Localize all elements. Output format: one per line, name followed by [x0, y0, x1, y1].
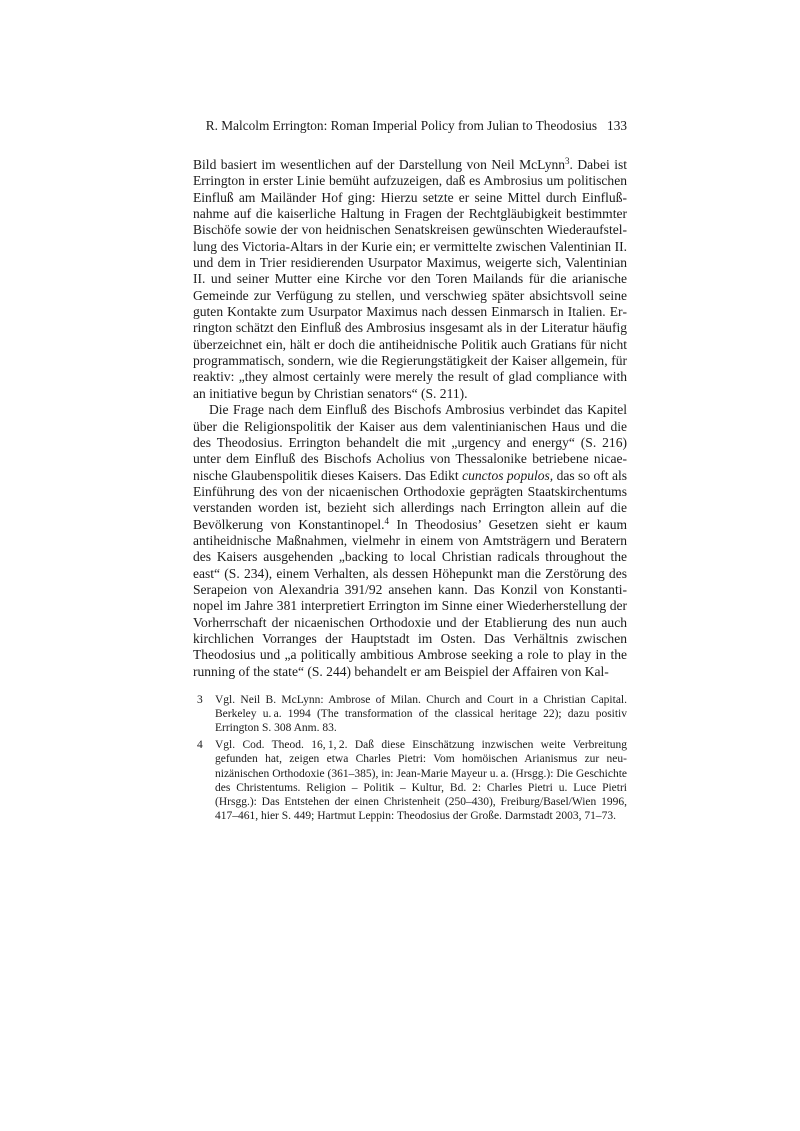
paragraph-2-italic-term: cunctos populos, [462, 467, 554, 483]
footnotes [193, 693, 627, 826]
footnote-text: Vgl. Cod. Theod. 16, 1, 2. Daß diese Einschätzung inzwischen weite Verbreitung gefunden hat, zeigen etwa Charles Pietri: Vom homöischen Arianismus zur neunizänischen Orthodoxie (361–385), in: Jean-Marie Mayeur u. a. (Hrsgg.): Die Geschichte des Christentums. Religion – Politik – Kultur, Bd. 2: Charles Pietri u. Luce Pietri (Hrsgg.): Das Entstehen der einen Christenheit (250–430), Freiburg/Basel/Wien 1996, 417–461, hier S. 449; Hartmut Leppin: Theodosius der Große. Darmstadt 2003, 71–73. [215, 739, 627, 823]
paragraph-1-text-a: Bild basiert im wesentlichen auf der Darstellung von Neil McLynn [193, 157, 566, 172]
running-head-title: R. Malcolm Errington: Roman Imperial Policy from Julian to Theodosius [205, 118, 597, 133]
footnote-number: 4 [197, 739, 203, 752]
paragraph-2 [193, 402, 627, 680]
footnote-ref-4[interactable]: 4 [384, 515, 390, 526]
footnote-text: Vgl. Neil B. McLynn: Ambrose of Milan. Church and Court in a Christian Capital. Berkeley u. a. 1994 (The transformation of the classical heritage 22); dazu positiv Errington S. 308 Anm. 83. [215, 694, 627, 735]
paragraph-1 [193, 157, 627, 402]
footnote-number: 3 [197, 694, 203, 706]
footnote-4 [193, 738, 627, 823]
paragraph-2-text-a: Die Frage nach dem Einfluß des Bischofs Ambrosius verbindet das Kapitel über die Religionspolitik der Kaiser aus dem valentinianischen Haus und die des Theodosius. Errington behandelt die mit „urgency and energy“ (S. 216) unter dem Einfluß des Bischofs Acholius von Thessalonike betriebene nicaenische Glaubenspolitik dieses Kaisers. Das Edikt [193, 402, 627, 483]
footnote-3 [193, 693, 627, 736]
paragraph-1-text-b: . Dabei ist Errington in erster Linie bemüht aufzuzeigen, daß es Ambrosius um politischen Einfluß am Mailänder Hof ging: Hierzu setzte er seine Mittel durch Einflußnahme auf die kaiserliche Haltung in Fragen der Rechtgläubigkeit bestimmter Bischöfe sowie der von heidnischen Senatskreisen gewünschten Wiederaufstellung des Victoria-Altars in der Kurie ein; er vermittelte zwischen Valentinian II. und dem in Trier residierenden Usurpator Maximus, weigerte sich, Valentinian II. und seiner Mutter eine Kirche vor den Toren Mailands für die arianische Gemeinde zur Verfügung zu stellen, und verschwieg später absichtsvoll seine guten Kontakte zum Usurpator Maximus nach dessen Einmarsch in Italien. Errington schätzt den Einfluß des Ambrosius insgesamt als in der Literatur häufig überzeichnet ein, hält er doch die antiheidnische Politik auch Gratians für nicht programmatisch, sondern, wie die Regierungstätigkeit der Kaiser allgemein, für reaktiv: „they almost certainly were merely the result of glad compliance with an initiative begun by Christian senators“ (S. 211). [193, 157, 627, 401]
body-text [193, 157, 627, 680]
paragraph-2-text-b: das so oft als Einführung des von der nicaenischen Orthodoxie geprägten Staatskirchentums verstanden worden ist, bezieht sich allerdings nach Errington allein auf die Bevölkerung von Konstantinopel. [193, 467, 627, 532]
page-number: 133 [607, 118, 627, 133]
footnote-ref-3[interactable]: 3 [565, 156, 570, 166]
paragraph-2-text-c: In Theodosius’ Gesetzen sieht er kaum antiheidnische Maßnahmen, vielmehr in einem von Amtsträgern und Beratern des Kaisers ausgehenden „backing to local Christian radicals throughout the east“ (S. 234), einem Verhalten, als dessen Höhepunkt man die Zerstörung des Serapeion von Alexandria 391/92 ansehen kann. Das Konzil von Konstantinopel im Jahre 381 interpretiert Errington im Sinne einer Wiederherstellung der Vorherrschaft der nicaenischen Orthodoxie und der Etablierung des nun auch kirchlichen Vorranges der Hauptstadt im Osten. Das Verhältnis zwischen Theodosius und „a politically ambitious Ambrose seeking a role to play in the running of the state“ (S. 244) behandelt er am Beispiel der Affairen von Kal- [193, 516, 628, 679]
